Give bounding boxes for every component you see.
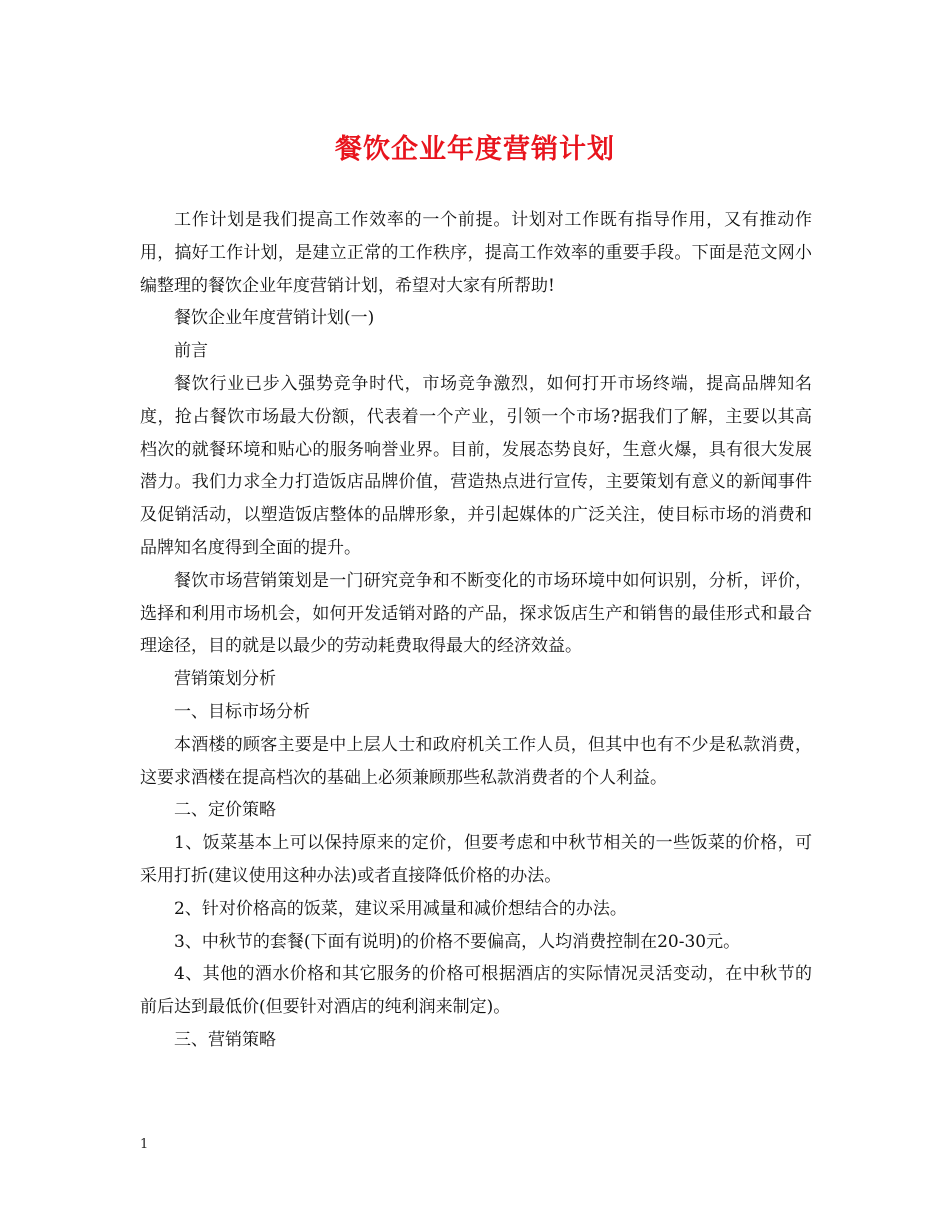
paragraph-target-market-body: 本酒楼的顾客主要是中上层人士和政府机关工作人员，但其中也有不少是私款消费，这要求酒楼在提高档次的基础上必须兼顾那些私款消费者的个人利益。 (140, 734, 812, 788)
paragraph-pricing-item-4: 4、其他的酒水价格和其它服务的价格可根据酒店的实际情况灵活变动，在中秋节的前后达到最低价(但要针对酒店的纯利润来制定)。 (140, 964, 812, 1018)
paragraph-pricing-heading: 二、定价策略 (174, 800, 276, 821)
paragraph-marketing-definition: 餐饮市场营销策划是一门研究竞争和不断变化的市场环境中如何识别，分析，评价，选择和利用市场机会，如何开发适销对路的产品，探求饭店生产和销售的最佳形式和最合理途径，目的就是以最少的劳动耗费取得最大的经济效益。 (140, 570, 812, 657)
document-title: 餐饮企业年度营销计划 (335, 134, 615, 165)
paragraph-target-market-heading: 一、目标市场分析 (174, 701, 310, 722)
document-body (140, 204, 812, 1057)
paragraph-preface-heading: 前言 (174, 341, 208, 362)
paragraph-pricing-item-2: 2、针对价格高的饭菜，建议采用减量和减价想结合的办法。 (174, 898, 627, 919)
paragraph-plan-heading: 餐饮企业年度营销计划(一) (174, 308, 375, 329)
page-number: 1 (140, 1137, 149, 1152)
paragraph-preface-body: 餐饮行业已步入强势竞争时代，市场竞争激烈，如何打开市场终端，提高品牌知名度，抢占餐饮市场最大份额，代表着一个产业，引领一个市场?据我们了解，主要以其高档次的就餐环境和贴心的服务响誉业界。目前，发展态势良好，生意火爆，具有很大发展潜力。我们力求全力打造饭店品牌价值，营造热点进行宣传，主要策划有意义的新闻事件及促销活动，以塑造饭店整体的品牌形象，并引起媒体的广泛关注，使目标市场的消费和品牌知名度得到全面的提升。 (140, 373, 812, 558)
paragraph-pricing-item-3: 3、中秋节的套餐(下面有说明)的价格不要偏高，人均消费控制在20-30元。 (174, 931, 741, 952)
paragraph-analysis-heading: 营销策划分析 (174, 669, 276, 690)
paragraph-pricing-item-1: 1、饭菜基本上可以保持原来的定价，但要考虑和中秋节相关的一些饭菜的价格，可采用打折(建议使用这种办法)或者直接降低价格的办法。 (140, 833, 812, 886)
paragraph-intro: 工作计划是我们提高工作效率的一个前提。计划对工作既有指导作用，又有推动作用，搞好工作计划，是建立正常的工作秩序，提高工作效率的重要手段。下面是范文网小编整理的餐饮企业年度营销计划，希望对大家有所帮助! (140, 210, 812, 296)
paragraph-strategy-heading: 三、营销策略 (174, 1029, 276, 1050)
